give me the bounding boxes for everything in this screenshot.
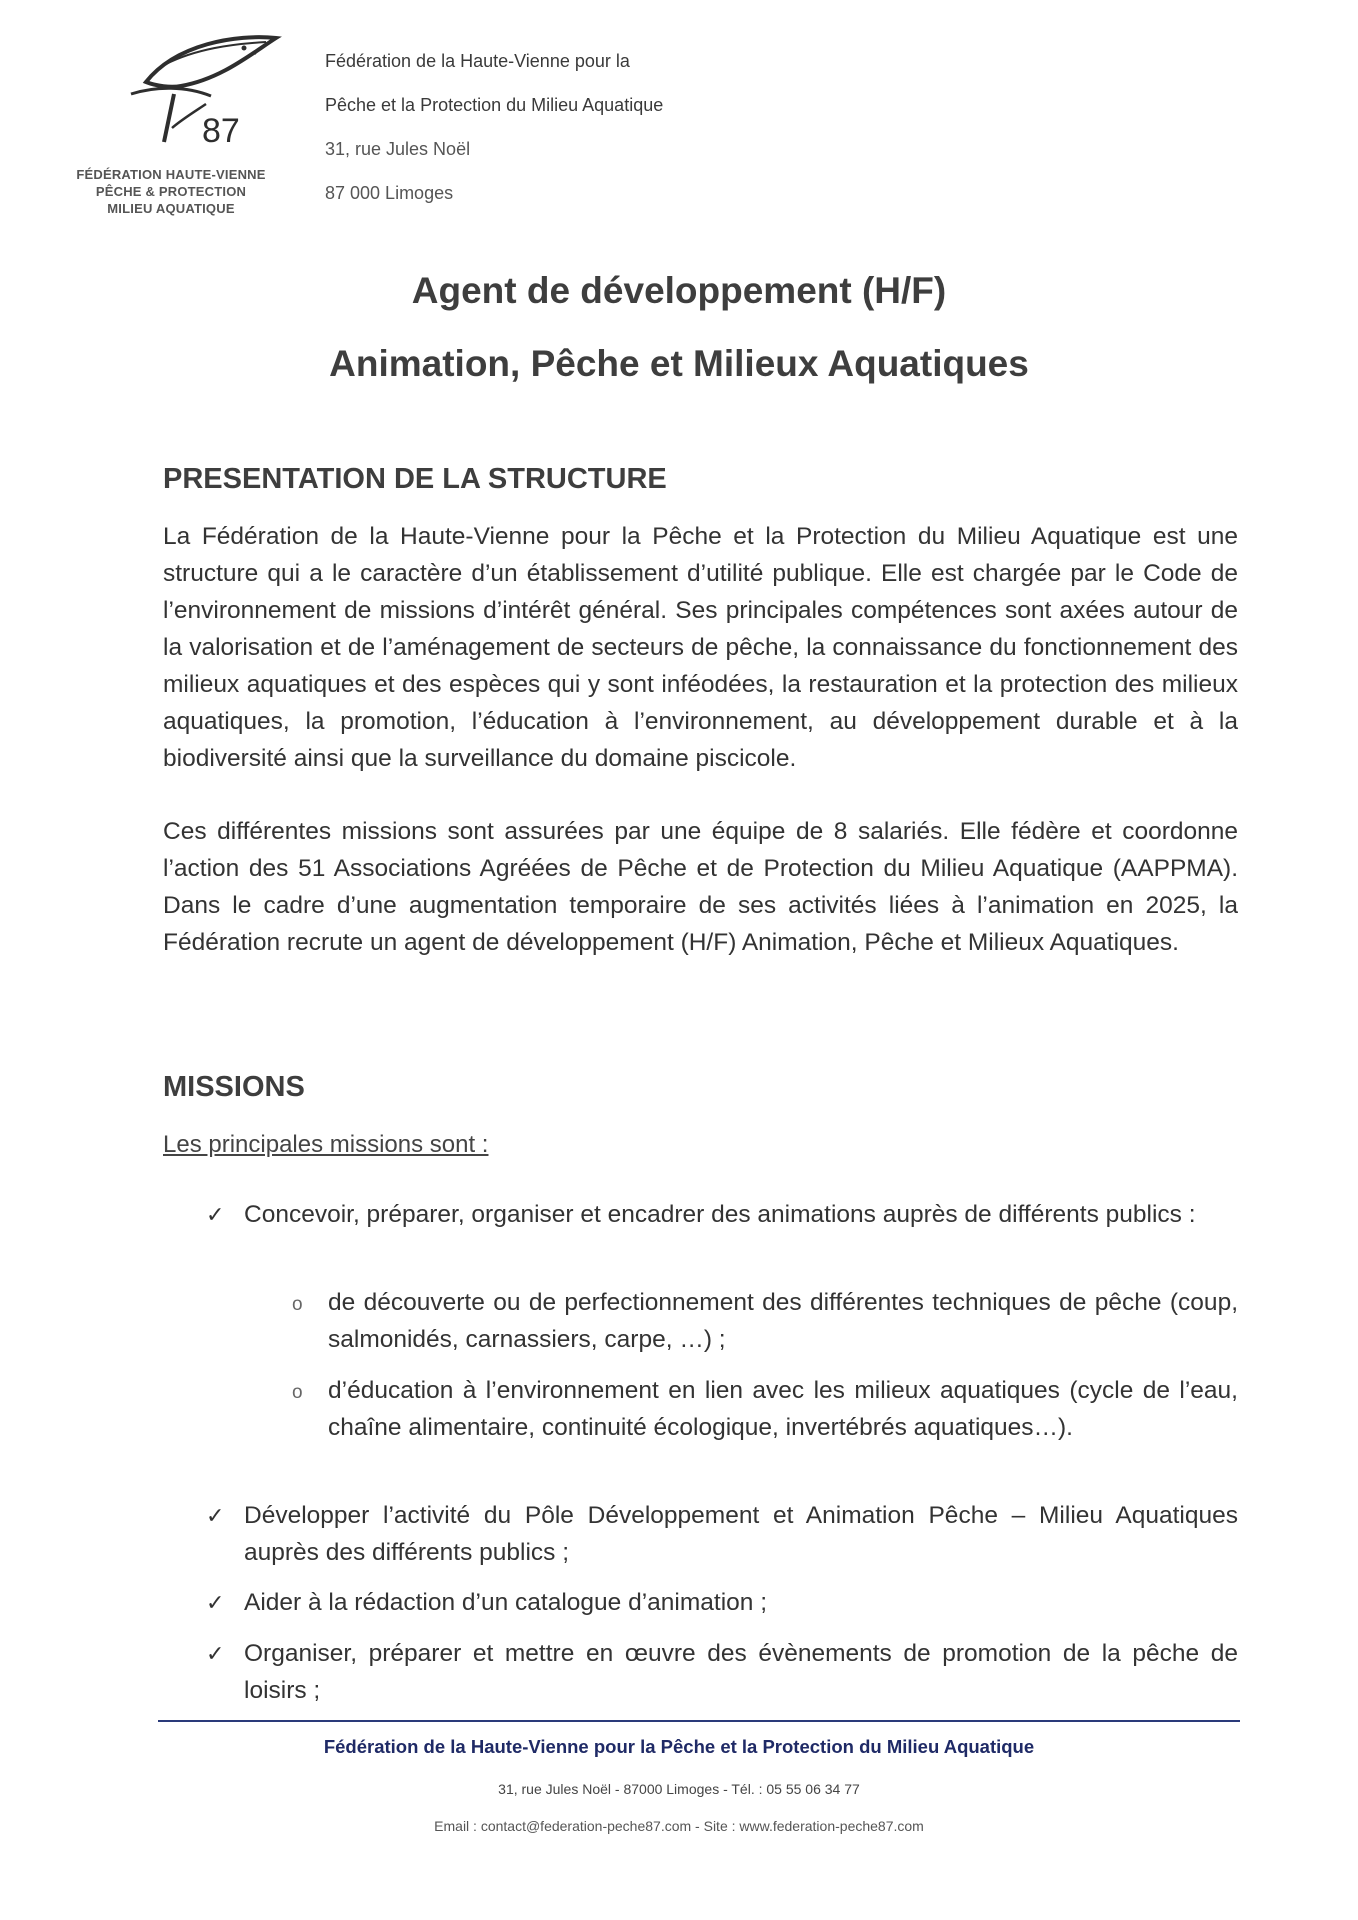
mission-item-1-text: Concevoir, préparer, organiser et encadrer des animations auprès de différents publics : xyxy=(244,1201,1196,1228)
circle-bullet-icon: o xyxy=(292,1294,303,1315)
fish-logo-icon xyxy=(126,24,286,164)
logo-caption-line: FÉDÉRATION HAUTE-VIENNE xyxy=(76,167,266,182)
logo-number: 87 xyxy=(202,112,240,150)
address-city: 87 000 Limoges xyxy=(325,183,454,203)
check-icon: ✓ xyxy=(206,1503,225,1528)
check-icon: ✓ xyxy=(206,1641,225,1666)
org-name-line-1: Fédération de la Haute-Vienne pour la xyxy=(325,51,630,71)
job-subtitle: Animation, Pêche et Milieux Aquatiques xyxy=(329,343,1029,384)
mission-item-2-text: Développer l’activité du Pôle Développement et Animation Pêche – Milieu Aquatiques auprès des différents publics ; xyxy=(244,1502,1238,1566)
mission-subitem-2 xyxy=(292,1372,1238,1446)
logo-caption-line: MILIEU AQUATIQUE xyxy=(107,201,235,216)
missions-heading-wrap xyxy=(163,1071,1238,1104)
address-street: 31, rue Jules Noël xyxy=(325,139,471,159)
mission-item-3-text: Aider à la rédaction d’un catalogue d’animation ; xyxy=(244,1589,768,1616)
mission-item-4-text: Organiser, préparer et mettre en œuvre des évènements de promotion de la pêche de loisirs ; xyxy=(244,1640,1238,1704)
section-heading-missions: MISSIONS xyxy=(163,1071,305,1103)
presentation-paragraph-2: Ces différentes missions sont assurées par une équipe de 8 salariés. Elle fédère et coordonne l’action des 51 Associations Agréées de Pêche et de Protection du Milieu Aquatique (AAPPMA). Dans le cadre d’une augmentation temporaire de ses activités liées à l’animation en 2025, la Fédération recrute un agent de développement (H/F) Animation, Pêche et Milieux Aquatiques. xyxy=(163,818,1238,956)
job-title: Agent de développement (H/F) xyxy=(411,270,947,311)
footer-contact[interactable]: Email : contact@federation-peche87.com - Site : www.federation-peche87.com xyxy=(434,1818,924,1834)
presentation-heading-wrap xyxy=(163,463,1238,496)
check-icon: ✓ xyxy=(206,1202,225,1227)
logo-caption xyxy=(56,166,286,217)
missions-intro-wrap xyxy=(163,1131,1238,1159)
check-icon: ✓ xyxy=(206,1590,225,1615)
mission-subitem-1-text: de découverte ou de perfectionnement des différentes techniques de pêche (coup, salmonidés, carnassiers, carpe, …) ; xyxy=(328,1289,1238,1353)
section-heading-presentation: PRESENTATION DE LA STRUCTURE xyxy=(163,463,667,495)
footer-divider xyxy=(158,1720,1240,1722)
federation-logo xyxy=(56,24,286,224)
mission-item-2 xyxy=(206,1497,1238,1571)
missions-intro: Les principales missions sont : xyxy=(163,1131,489,1158)
footer-address: 31, rue Jules Noël - 87000 Limoges - Tél. : 05 55 06 34 77 xyxy=(498,1781,860,1797)
circle-bullet-icon: o xyxy=(292,1382,303,1403)
presentation-paragraph-1: La Fédération de la Haute-Vienne pour la Pêche et la Protection du Milieu Aquatique est une structure qui a le caractère d’un établissement d’utilité publique. Elle est chargée par le Code de l’environnement de missions d’intérêt général. Ses principales compétences sont axées autour de la valorisation et de l’aménagement de secteurs de pêche, la connaissance du fonctionnement des milieux aquatiques et des espèces qui y sont inféodées, la restauration et la protection des milieux aquatiques, la promotion, l’éducation à l’environnement, au développement durable et à la biodiversité ainsi que la surveillance du domaine piscicole. xyxy=(163,523,1238,772)
mission-item-4 xyxy=(206,1635,1238,1709)
mission-item-3 xyxy=(206,1584,1238,1621)
mission-item-1 xyxy=(206,1196,1238,1233)
mission-subitem-1 xyxy=(292,1284,1238,1358)
mission-subitem-2-text: d’éducation à l’environnement en lien avec les milieux aquatiques (cycle de l’eau, chaîne alimentaire, continuité écologique, invertébrés aquatiques…). xyxy=(328,1377,1238,1441)
footer-organization: Fédération de la Haute-Vienne pour la Pêche et la Protection du Milieu Aquatique xyxy=(323,1736,1035,1757)
logo-caption-line: PÊCHE & PROTECTION xyxy=(95,184,247,199)
organization-header xyxy=(325,48,663,224)
org-name-line-2: Pêche et la Protection du Milieu Aquatique xyxy=(325,95,664,115)
